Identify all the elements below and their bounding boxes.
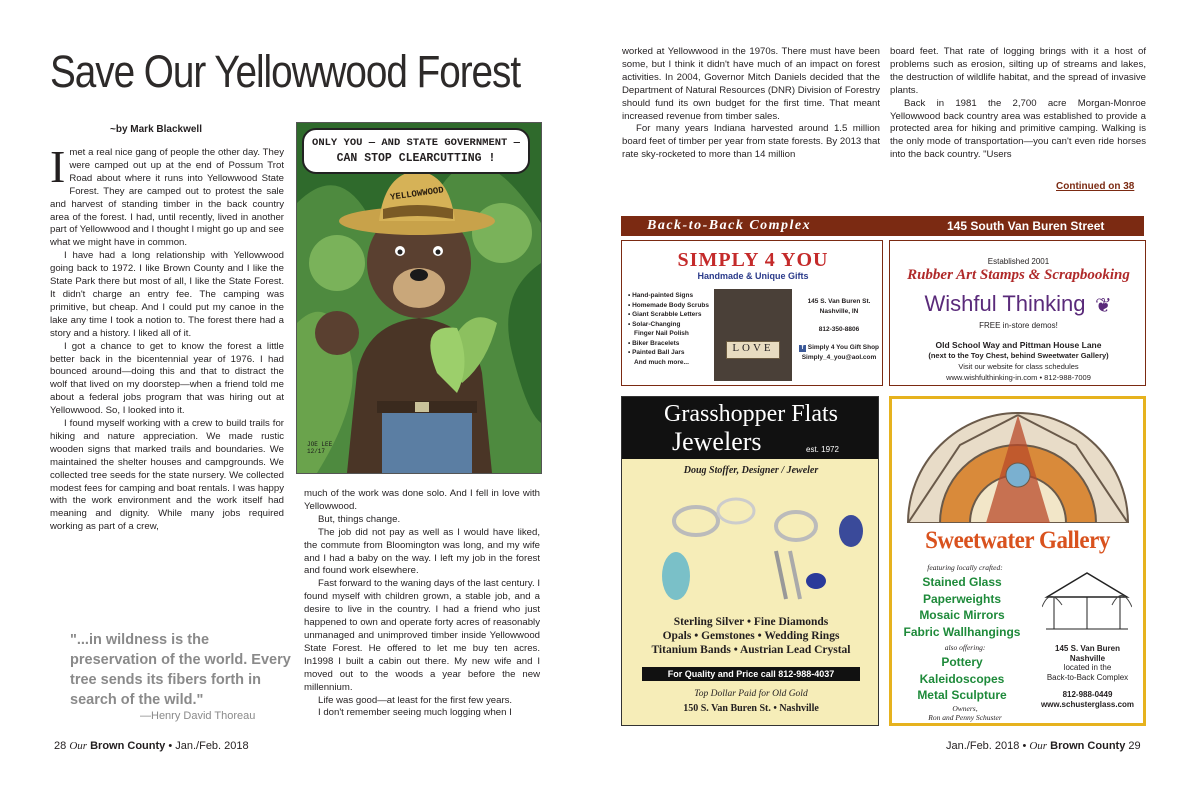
- address-line: 145 S. Van Buren: [1055, 644, 1120, 653]
- phone: 812-350-8806: [818, 326, 860, 333]
- right-folio: Jan./Feb. 2018 • Our Brown County 29: [946, 740, 1141, 752]
- sweetwater-name: Sweetwater Gallery: [925, 527, 1110, 554]
- wishful-visit: Visit our website for class schedules: [958, 362, 1079, 371]
- address-line: Nashville: [1069, 653, 1106, 663]
- magazine-our: Our: [69, 740, 88, 752]
- page-number-right: 29: [1128, 740, 1141, 752]
- address-line: 145 S. Van Buren St.: [807, 298, 871, 305]
- owners-label: Owners,: [952, 704, 978, 713]
- sweetwater-items: [892, 574, 1032, 640]
- sweetwater-gallery-ad: [889, 396, 1146, 726]
- list-item: Metal Sculpture: [917, 688, 1007, 702]
- banner-title: Back-to-Back Complex: [647, 218, 812, 233]
- paragraph: board feet. That rate of logging brings with it a host of problems such as erosion, silting up of streams and lakes, the destruction of wildlife habitat, and the spread of invasive plants.: [890, 46, 1146, 96]
- artist-signature: JOE LEE 12/17: [307, 441, 333, 455]
- grasshopper-designer: Doug Stoffer, Designer / Jeweler: [683, 465, 819, 476]
- list-item: • Hand-painted Signs: [628, 292, 694, 299]
- love-sign: LOVE: [726, 341, 780, 359]
- magazine-name: Brown County: [90, 740, 166, 752]
- article-title: Save Our Yellowwood Forest: [50, 46, 521, 97]
- simply-4-you-ad: [621, 240, 883, 386]
- paragraph: I got a chance to get to know the forest a little better back in the bicentennial year of 1976. I had bounced around—doing this and that to distract the wolf that lived on my doorstep—when a friend told me about a federal jobs program that was hiring out at Yellowwood. So, I looked into it.: [50, 340, 284, 417]
- simply-items: [628, 291, 718, 367]
- list-item: • Homemade Body Scrubs: [628, 301, 710, 309]
- facebook-icon: f: [799, 345, 806, 352]
- issue-date: Jan./Feb. 2018: [175, 740, 249, 752]
- list-item: Kaleidoscopes: [919, 671, 1005, 686]
- paragraph: much of the work was done solo. And I fell in love with Yellowwood.: [304, 488, 540, 512]
- wishful-headline: Rubber Art Stamps & Scrapbooking: [907, 267, 1130, 283]
- continued-link[interactable]: Continued on 38: [1056, 181, 1135, 192]
- email-link[interactable]: Simply_4_you@aol.com: [801, 354, 877, 361]
- list-item: And much more...: [634, 358, 689, 366]
- grasshopper-name-1: Grasshopper Flats: [664, 401, 838, 427]
- grasshopper-flats-ad: [621, 396, 879, 726]
- banner-address: 145 South Van Buren Street: [947, 219, 1105, 233]
- bird-icon: ❦: [1095, 295, 1112, 317]
- magazine-our: Our: [1029, 740, 1048, 752]
- magazine-name: Brown County: [1050, 740, 1126, 752]
- offering-line: Titanium Bands • Austrian Lead Crystal: [651, 644, 851, 656]
- wishful-established: Established 2001: [987, 257, 1050, 266]
- grasshopper-name-2: Jewelers: [672, 427, 762, 456]
- quote-attribution: —Henry David Thoreau: [140, 710, 256, 722]
- offering-line: Sterling Silver • Fine Diamonds: [673, 616, 829, 628]
- paragraph: For many years Indiana harvested around 1.5 million board feet of timber per year from state forests. By 2013 that rate sky-rocketed to more than 14 million: [622, 123, 880, 161]
- paragraph: I have had a long relationship with Yellowwood going back to 1972. I like Brown County and I like the State Park there but most of all, I like the State Forest. It didn't charge an entry fee. The camping was primitive, but cheap. And I could put my canoe in the lake any time I took a notion to. The forest there had a story and a history. I liked all of it.: [50, 250, 284, 339]
- grasshopper-offerings: [622, 615, 879, 657]
- illustration-art: [297, 123, 541, 473]
- sweetwater-featuring: featuring locally crafted:: [927, 563, 1003, 572]
- wishful-thinking-ad: [889, 240, 1146, 386]
- grasshopper-top-dollar: Top Dollar Paid for Old Gold: [694, 689, 808, 699]
- simply-contact: [796, 297, 882, 363]
- list-item: Mosaic Mirrors: [919, 608, 1005, 622]
- list-item: • Biker Bracelets: [628, 339, 680, 347]
- address-line: Nashville, IN: [819, 308, 859, 315]
- paragraph: Back in 1981 the 2,700 acre Morgan-Monroe Yellowwood back country area was established to provide a protected area for hiking and primitive camping. Walking is the only mode of transportation—you can't even ride horses into the back country. "Users: [890, 97, 1146, 161]
- pull-quote: "...in wildness is the preservation of the world. Every tree sends its fibers forth in search of the wild.": [70, 632, 291, 708]
- smokey-bear-illustration: [296, 122, 542, 474]
- facebook-link[interactable]: [796, 343, 882, 353]
- located-line: located in the: [1063, 663, 1112, 672]
- article-column-3: [622, 46, 880, 162]
- owners-names: Ron and Penny Schuster: [928, 712, 1002, 722]
- bubble-line-1: ONLY YOU — AND STATE GOVERNMENT —: [312, 137, 520, 149]
- gazebo-sketch: [1042, 567, 1132, 639]
- grasshopper-body: [622, 459, 879, 726]
- drop-cap: I: [50, 141, 66, 192]
- article-column-1: [50, 141, 284, 534]
- article-column-2: [304, 488, 540, 720]
- jewelry-photo: [636, 481, 866, 606]
- sweetwater-also: also offering:: [944, 643, 986, 652]
- facebook-label: Simply 4 You Gift Shop: [807, 344, 880, 351]
- grasshopper-address: 150 S. Van Buren St. • Nashville: [683, 703, 819, 714]
- list-item: Pottery: [941, 655, 983, 669]
- byline: ~by Mark Blackwell: [110, 124, 202, 135]
- wishful-location-2: (next to the Toy Chest, behind Sweetwater Gallery): [928, 351, 1109, 360]
- list-item: • Giant Scrabble Letters: [628, 311, 702, 318]
- list-item: Stained Glass: [922, 575, 1002, 589]
- list-item: Fabric Wallhangings: [903, 624, 1021, 639]
- paragraph: But, things change.: [318, 513, 401, 525]
- list-item: • Painted Ball Jars: [628, 349, 685, 356]
- grasshopper-est: est. 1972: [806, 445, 839, 454]
- wishful-web[interactable]: www.wishfulthinking-in.com • 812-988-7009: [946, 373, 1091, 382]
- website[interactable]: www.schusterglass.com: [1040, 699, 1135, 709]
- bubble-line-2: CAN STOP CLEARCUTTING !: [336, 152, 496, 165]
- wishful-location: Old School Way and Pittman House Lane: [935, 340, 1102, 350]
- paragraph: I don't remember seeing much logging when I: [318, 707, 512, 719]
- offering-line: Opals • Gemstones • Wedding Rings: [662, 630, 840, 642]
- list-item: Finger Nail Polish: [634, 330, 689, 337]
- sweetwater-items-2: [892, 654, 1032, 704]
- complex-banner: [621, 216, 1144, 236]
- paragraph: Life was good—at least for the first few years.: [318, 694, 513, 706]
- paragraph: I found myself working with a crew to build trails for hiking and nature appreciation. We made rustic wooden signs that marked trails and boundaries. We maintained the shelter houses and campgrounds. We collected tree seeds for the state nursery. We collected modest fees for camping and boat rentals. I was happy with the work environment and the work itself had meaning and dignity. While many jobs required working as part of a crew,: [50, 418, 284, 533]
- shop-photo: [714, 289, 792, 381]
- paragraph: Fast forward to the waning days of the last century. I found myself with children grown, a stable job, and a desire to live in the country. I had a friend who just happened to own and operate forty acres of reasonably unmanaged and unimproved timber inside Yellowwood State Forest. He offered to let me buy ten acres. In1998 I built a cabin out there. My new wife and I moved out to the woods a year before the new millennium.: [304, 578, 540, 693]
- grasshopper-header: [622, 397, 879, 459]
- left-folio: 28 Our Brown County • Jan./Feb. 2018: [54, 740, 249, 752]
- list-item: • Solar-Changing: [628, 320, 681, 328]
- paragraph: worked at Yellowwood in the 1970s. There must have been some, but I think it didn't have much of an impact on forest activities. In 2004, Governor Mitch Daniels decided that the Department of Natural Resources (DNR) Division of Forestry should fund its own budget for the first time. That meant increased revenue from timber sales.: [622, 46, 880, 122]
- wishful-demos: FREE in-store demos!: [979, 321, 1058, 330]
- phone: 812-988-0449: [1062, 690, 1113, 699]
- issue-date: Jan./Feb. 2018: [946, 740, 1020, 752]
- page-number-left: 28: [54, 740, 67, 752]
- sweetwater-owners: [910, 705, 1020, 722]
- grasshopper-call: For Quality and Price call 812-988-4037: [642, 667, 860, 681]
- speech-bubble: [302, 128, 530, 174]
- stained-glass-art: [900, 405, 1136, 523]
- hat-text: YELLOWWOOD: [389, 185, 445, 203]
- paragraph: The job did not pay as well as I would have liked, the commute from Bloomington was long, and my wife and I had a baby on the way. I left my job in the forest and found work elsewhere.: [304, 526, 540, 577]
- simply-name: SIMPLY 4 YOU: [677, 249, 829, 271]
- sweetwater-contact: [1032, 644, 1143, 709]
- article-column-4: [890, 46, 1146, 162]
- located-line: Back-to-Back Complex: [1046, 672, 1129, 682]
- list-item: Paperweights: [922, 591, 1002, 606]
- simply-tagline: Handmade & Unique Gifts: [697, 271, 809, 281]
- paragraph: met a real nice gang of people the other day. They were camped out up at the end of Possum Trot Road about where it runs into Yellowwood State Forest. They are camped out to protest the sale and harvest of standing timber in the back country area of the forest. I had, until recently, lived in another part of Yellowwood and I thought I might go up and see what we might have in common.: [50, 147, 284, 249]
- wishful-name: Wishful Thinking: [924, 291, 1086, 316]
